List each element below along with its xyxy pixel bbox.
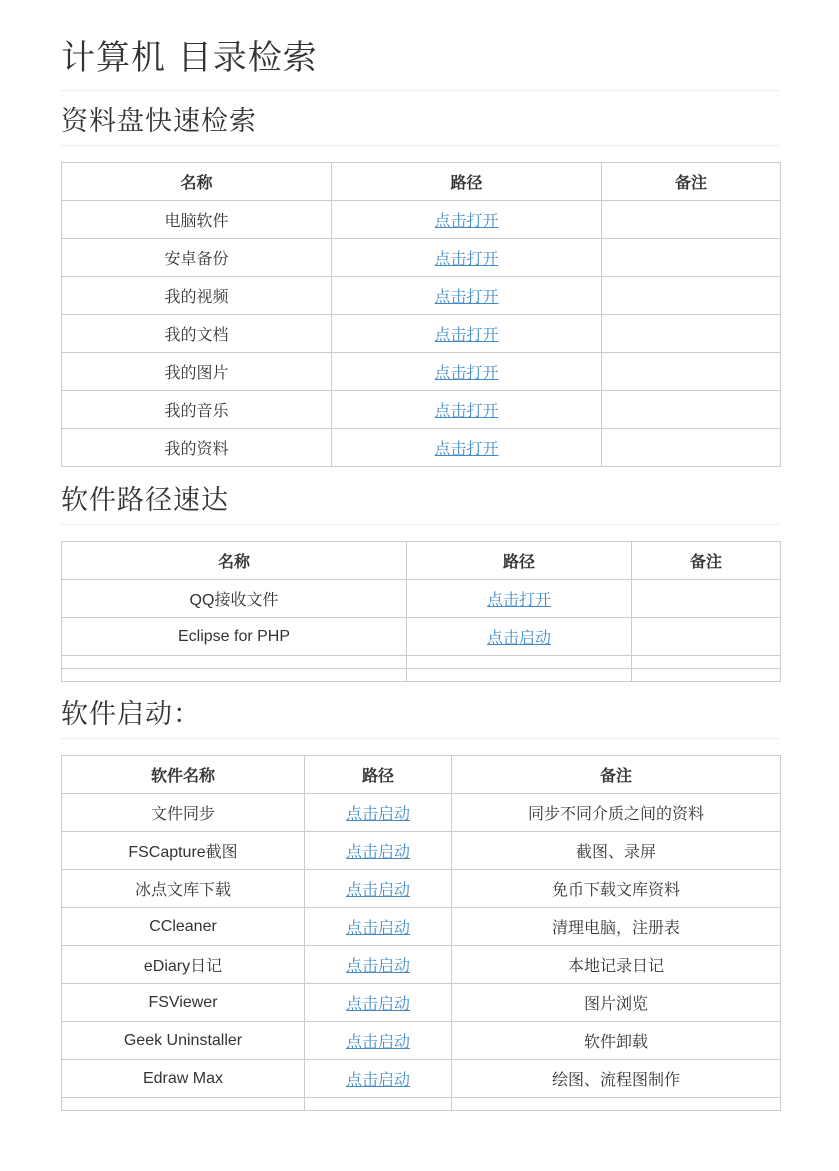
empty-cell <box>305 1098 452 1111</box>
table-row <box>62 277 781 315</box>
table-row <box>62 1022 781 1060</box>
cell-name: FSViewer <box>62 984 305 1022</box>
cell-note: 同步不同介质之间的资料 <box>452 794 781 832</box>
cell-note: 软件卸载 <box>452 1022 781 1060</box>
empty-cell <box>632 656 781 669</box>
software-paths-table <box>61 541 781 682</box>
cell-note <box>602 315 781 353</box>
table-row <box>62 870 781 908</box>
cell-path <box>305 946 452 984</box>
table-row <box>62 984 781 1022</box>
open-link[interactable]: 点击打开 <box>434 365 499 382</box>
column-header-path: 路径 <box>332 163 602 201</box>
cell-name: Geek Uninstaller <box>62 1022 305 1060</box>
software-launch-table <box>61 755 781 1111</box>
table-row <box>62 315 781 353</box>
table-header-row <box>62 163 781 201</box>
empty-cell <box>62 669 407 682</box>
cell-name: eDiary日记 <box>62 946 305 984</box>
launch-link[interactable]: 点击启动 <box>345 1034 410 1051</box>
cell-name: FSCapture截图 <box>62 832 305 870</box>
cell-note: 免币下载文库资料 <box>452 870 781 908</box>
cell-note <box>602 239 781 277</box>
cell-path <box>305 870 452 908</box>
table-row <box>62 239 781 277</box>
cell-note <box>602 429 781 467</box>
launch-link[interactable]: 点击启动 <box>345 1072 410 1089</box>
table-row <box>62 353 781 391</box>
cell-note <box>602 391 781 429</box>
cell-note: 清理电脑，注册表 <box>452 908 781 946</box>
empty-cell <box>407 669 632 682</box>
cell-note: 截图、录屏 <box>452 832 781 870</box>
launch-link[interactable]: 点击启动 <box>486 630 551 647</box>
cell-note <box>632 580 781 618</box>
cell-name: 文件同步 <box>62 794 305 832</box>
cell-path <box>305 794 452 832</box>
cell-path <box>407 580 632 618</box>
column-header-name: 名称 <box>62 163 332 201</box>
column-header-software-name: 软件名称 <box>62 756 305 794</box>
open-link[interactable]: 点击打开 <box>486 592 551 609</box>
cell-note <box>602 353 781 391</box>
cell-note: 本地记录日记 <box>452 946 781 984</box>
launch-link[interactable]: 点击启动 <box>345 996 410 1013</box>
cell-name: 我的音乐 <box>62 391 332 429</box>
table-header-row <box>62 542 781 580</box>
launch-link[interactable]: 点击启动 <box>345 920 410 937</box>
cell-path <box>332 315 602 353</box>
table-row <box>62 391 781 429</box>
open-link[interactable]: 点击打开 <box>434 441 499 458</box>
cell-path <box>305 908 452 946</box>
open-link[interactable]: 点击打开 <box>434 289 499 306</box>
cell-note <box>602 277 781 315</box>
section-heading-data-drive: 资料盘快速检索 <box>61 105 779 146</box>
empty-cell <box>452 1098 781 1111</box>
cell-name: 安卓备份 <box>62 239 332 277</box>
cell-name: Edraw Max <box>62 1060 305 1098</box>
cell-name: Eclipse for PHP <box>62 618 407 656</box>
cell-name: 我的图片 <box>62 353 332 391</box>
table-row <box>62 946 781 984</box>
cell-name: 电脑软件 <box>62 201 332 239</box>
table-row <box>62 794 781 832</box>
section-heading-software-launch: 软件启动： <box>61 698 779 739</box>
cell-name: QQ接收文件 <box>62 580 407 618</box>
cell-path <box>332 353 602 391</box>
cell-path <box>332 201 602 239</box>
cell-name: CCleaner <box>62 908 305 946</box>
column-header-note: 备注 <box>452 756 781 794</box>
cell-name: 我的视频 <box>62 277 332 315</box>
data-drive-table <box>61 162 781 467</box>
empty-cell <box>632 669 781 682</box>
cell-name: 冰点文库下载 <box>62 870 305 908</box>
empty-row <box>62 669 781 682</box>
table-row <box>62 580 781 618</box>
column-header-name: 名称 <box>62 542 407 580</box>
column-header-note: 备注 <box>632 542 781 580</box>
cell-path <box>305 984 452 1022</box>
cell-path <box>332 277 602 315</box>
launch-link[interactable]: 点击启动 <box>345 882 410 899</box>
empty-row <box>62 656 781 669</box>
column-header-path: 路径 <box>407 542 632 580</box>
empty-row <box>62 1098 781 1111</box>
empty-cell <box>407 656 632 669</box>
launch-link[interactable]: 点击启动 <box>345 958 410 975</box>
column-header-note: 备注 <box>602 163 781 201</box>
cell-path <box>332 429 602 467</box>
cell-note <box>602 201 781 239</box>
cell-name: 我的资料 <box>62 429 332 467</box>
cell-path <box>305 1022 452 1060</box>
column-header-path: 路径 <box>305 756 452 794</box>
table-row <box>62 832 781 870</box>
cell-path <box>407 618 632 656</box>
open-link[interactable]: 点击打开 <box>434 251 499 268</box>
empty-cell <box>62 1098 305 1111</box>
cell-path <box>305 1060 452 1098</box>
open-link[interactable]: 点击打开 <box>434 213 499 230</box>
section-heading-software-paths: 软件路径速达 <box>61 484 779 525</box>
table-row <box>62 201 781 239</box>
table-row <box>62 429 781 467</box>
cell-note: 绘图、流程图制作 <box>452 1060 781 1098</box>
launch-link[interactable]: 点击启动 <box>345 806 410 823</box>
table-row <box>62 908 781 946</box>
cell-note <box>632 618 781 656</box>
cell-note: 图片浏览 <box>452 984 781 1022</box>
table-row <box>62 618 781 656</box>
table-header-row <box>62 756 781 794</box>
cell-path <box>305 832 452 870</box>
cell-path <box>332 391 602 429</box>
launch-link[interactable]: 点击启动 <box>345 844 410 861</box>
open-link[interactable]: 点击打开 <box>434 403 499 420</box>
table-row <box>62 1060 781 1098</box>
page-title: 计算机 目录检索 <box>61 0 779 91</box>
cell-path <box>332 239 602 277</box>
open-link[interactable]: 点击打开 <box>434 327 499 344</box>
empty-cell <box>62 656 407 669</box>
cell-name: 我的文档 <box>62 315 332 353</box>
